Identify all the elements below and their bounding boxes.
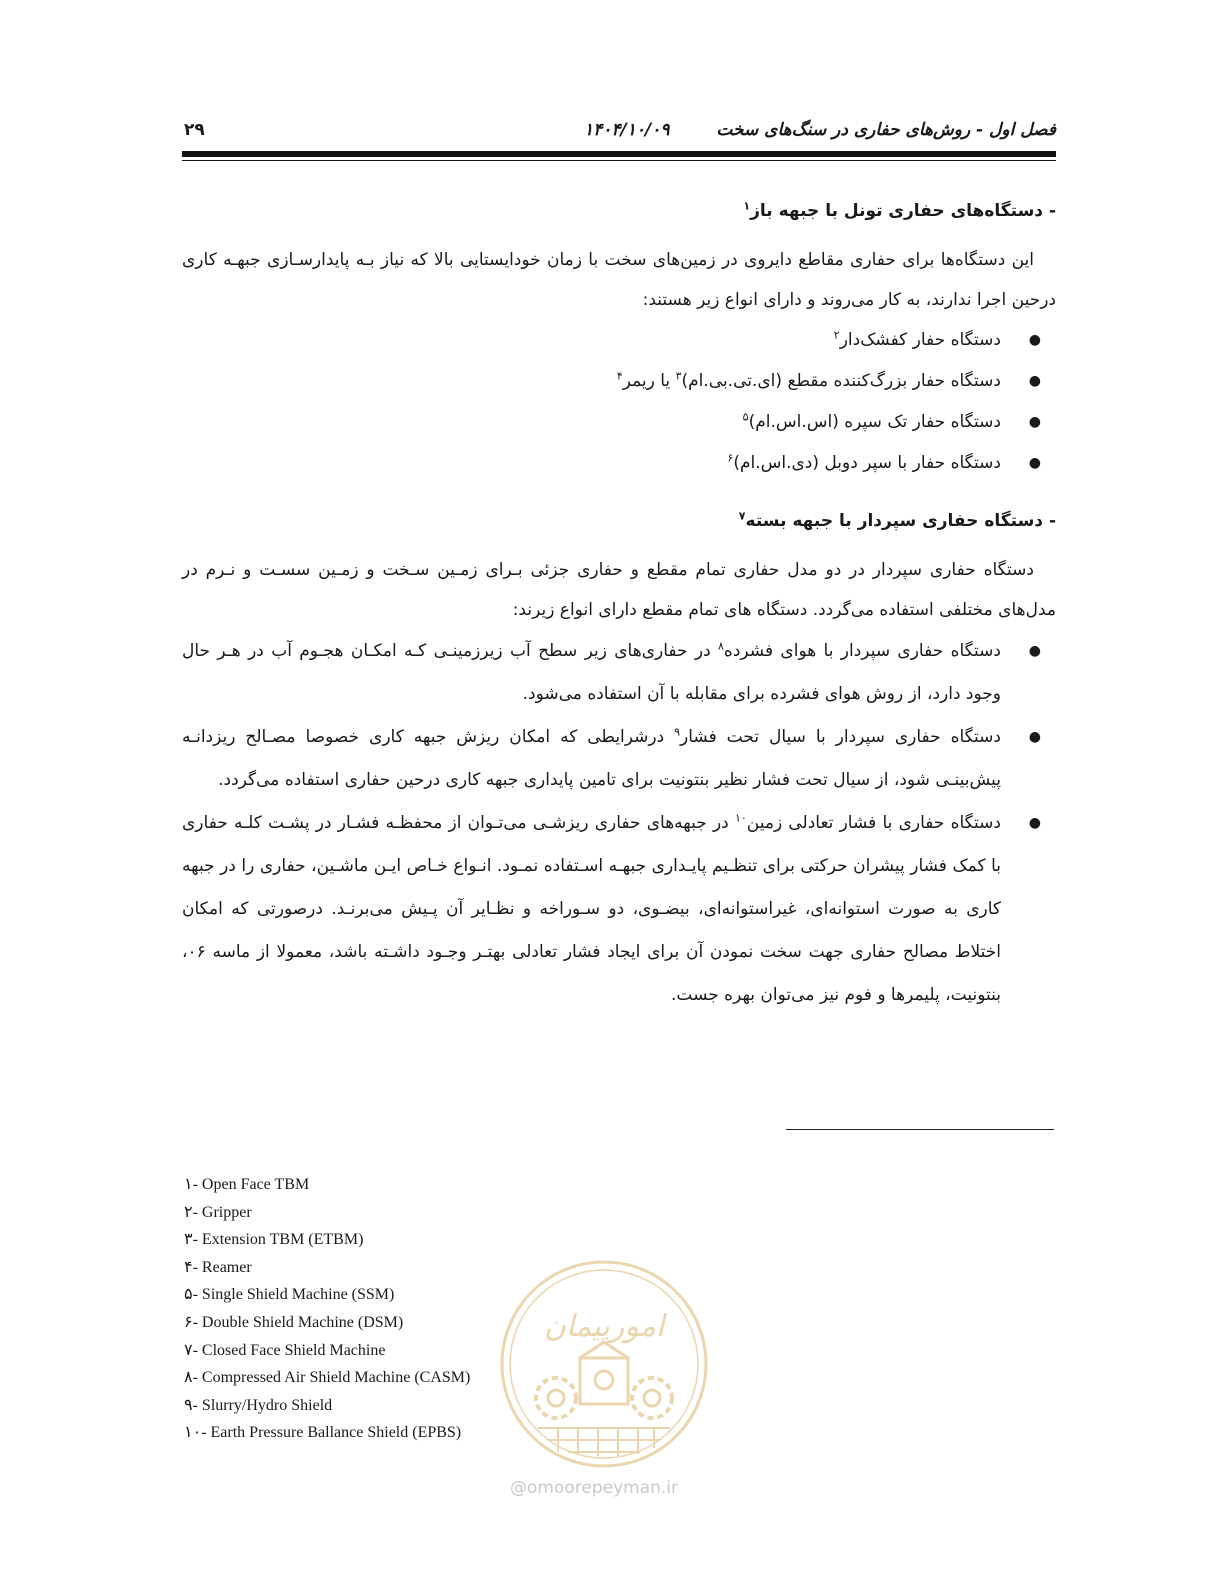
list-item bbox=[182, 630, 1041, 716]
section-heading-closed-face bbox=[182, 506, 1056, 536]
footnote-ref: ۷ bbox=[738, 509, 746, 523]
footnote-ref: ۱ bbox=[743, 199, 751, 213]
list-item-text: دستگاه حفار بزرگ‌کننده مقطع (ای.تی.بی.ام) bbox=[681, 371, 1001, 391]
list-item-body: درشرایطی که امکان ریزش جبهه کاری خصوصا مصـالح ریزدانـه پیش‌بینـی شود، از سیال تحت فشار نظیر بنتونیت برای تامین پایداری جبهه کاری درحین حفاری استفاده می‌گردد. bbox=[182, 727, 1001, 790]
heading-text: - دستگاه‌های حفاری تونل با جبهه باز bbox=[750, 201, 1056, 221]
bullet-icon: ● bbox=[1028, 414, 1041, 430]
footnote-ref: ۲ bbox=[833, 328, 840, 342]
list-item-body: در حفاری‌های زیر سطح آب زیرزمینـی کـه امکـان هجـوم آب در هـر حال وجود دارد، از روش هوای فشرده برای مقابله با آن استفاده می‌شود. bbox=[182, 641, 1001, 704]
bullet-list-closed-face bbox=[182, 630, 1056, 1017]
bullet-icon: ● bbox=[1028, 643, 1041, 659]
list-item-body: در جبهه‌های حفاری ریزشـی می‌تـوان از محفظـه فشـار در پشـت کلـه حفاری با کمک فشار پیشران حرکتی برای تنظـیم پایـداری جبهـه اسـتفاده نمـود. انـواع خـاص ایـن ماشـین، حفاری را در جبهه کاری به صورت استوانه‌ای، غیراستوانه‌ای، بیضـوی، دو سـوراخه و نظـایر آن پـیش می‌برنـد. درصورتی که امکان اختلاط مصالح حفاری جهت سخت نمودن آن برای ایجاد فشار تعادلی بهتـر وجـود داشـته باشد، معمولا از ماسه ۰۶، بنتونیت، پلیمرها و فوم نیز می‌توان بهره جست. bbox=[182, 813, 1001, 1005]
footnote-ref: ۹ bbox=[674, 725, 681, 739]
footnote-item: ۲- Gripper bbox=[184, 1203, 252, 1221]
footnote-item: ۸- Compressed Air Shield Machine (CASM) bbox=[184, 1369, 471, 1387]
footnote-item: ۱۰- Earth Pressure Ballance Shield (EPBS) bbox=[184, 1424, 462, 1442]
footnote-ref: ۵ bbox=[742, 410, 749, 424]
list-item-text: دستگاه حفار با سپر دوبل (دی.اس.ام) bbox=[733, 453, 1001, 473]
main-content bbox=[182, 196, 1056, 1017]
watermark-url: @omoorepeyman.ir bbox=[510, 1478, 679, 1498]
heading-text: - دستگاه حفاری سپردار با جبهه بسته bbox=[745, 511, 1056, 531]
list-item bbox=[182, 802, 1041, 1017]
watermark-seal-icon bbox=[498, 1258, 710, 1470]
paragraph: دستگاه حفاری سپردار در دو مدل حفاری تمام مقطع و حفاری جزئی بـرای زمـین سـخت و زمـین سسـت و نـرم در مدل‌های مختلفی استفاده می‌گردد. دستگاه های تمام مقطع دارای انواع زیرند: bbox=[182, 560, 1056, 620]
page-number: ۲۹ bbox=[184, 120, 205, 140]
bullet-icon: ● bbox=[1028, 332, 1041, 348]
section-heading-open-face bbox=[182, 196, 1056, 226]
list-item-text: دستگاه حفار تک سپره (اس.اس.ام) bbox=[748, 412, 1001, 432]
footnote-item: ۶- Double Shield Machine (DSM) bbox=[184, 1313, 404, 1331]
footnote-list bbox=[184, 1172, 470, 1448]
watermark-logo bbox=[498, 1258, 710, 1470]
list-item-head: دستگاه حفاری با فشار تعادلی زمین bbox=[746, 813, 1001, 833]
bullet-icon: ● bbox=[1028, 455, 1041, 471]
header-rule-thin bbox=[182, 160, 1056, 161]
footnote-ref: ۴ bbox=[616, 369, 623, 383]
bullet-icon: ● bbox=[1028, 373, 1041, 389]
footnote-ref: ۳ bbox=[675, 369, 682, 383]
header-rule-thick bbox=[182, 151, 1056, 157]
bullet-icon: ● bbox=[1028, 815, 1041, 831]
footnote-ref: ۶ bbox=[727, 451, 734, 465]
footnote-item: ۷- Closed Face Shield Machine bbox=[184, 1341, 386, 1359]
list-item bbox=[182, 361, 1041, 402]
footnote-item: ۴- Reamer bbox=[184, 1258, 252, 1276]
list-item bbox=[182, 443, 1041, 484]
list-item-head: دستگاه حفاری سپردار با هوای فشرده bbox=[723, 641, 1001, 661]
list-item-tail: یا ریمر bbox=[622, 371, 676, 391]
footnote-item: ۱- Open Face TBM bbox=[184, 1176, 310, 1193]
chapter-title: فصل اول - روش‌های حفاری در سنگ‌های سخت bbox=[716, 120, 1056, 140]
list-item bbox=[182, 716, 1041, 802]
list-item bbox=[182, 320, 1041, 361]
footnote-item: ۵- Single Shield Machine (SSM) bbox=[184, 1286, 395, 1304]
footnote-separator bbox=[786, 1129, 1054, 1130]
running-header bbox=[182, 120, 1056, 144]
footnote-item: ۹- Slurry/Hydro Shield bbox=[184, 1396, 333, 1414]
footnote-ref: ۱۰ bbox=[734, 811, 747, 825]
watermark-logo-text: امورپیمان bbox=[543, 1309, 665, 1344]
footnote-item: ۳- Extension TBM (ETBM) bbox=[184, 1231, 364, 1249]
list-item-head: دستگاه حفاری سپردار با سیال تحت فشار bbox=[680, 727, 1001, 747]
header-date: ۱۴۰۴/۱۰/۰۹ bbox=[584, 120, 670, 140]
footnote-ref: ۸ bbox=[718, 639, 724, 653]
bullet-icon: ● bbox=[1028, 729, 1041, 745]
list-item bbox=[182, 402, 1041, 443]
bullet-list-open-face bbox=[182, 320, 1056, 484]
paragraph: این دستگاه‌ها برای حفاری مقاطع دایروی در زمین‌های سخت با زمان خودایستایی بالا که نیاز بـه پایدارسـازی جبهـه کاری درحین اجرا ندارند، به کار می‌روند و دارای انواع زیر هستند: bbox=[182, 250, 1056, 310]
list-item-text: دستگاه حفار کفشک‌دار bbox=[839, 330, 1001, 350]
